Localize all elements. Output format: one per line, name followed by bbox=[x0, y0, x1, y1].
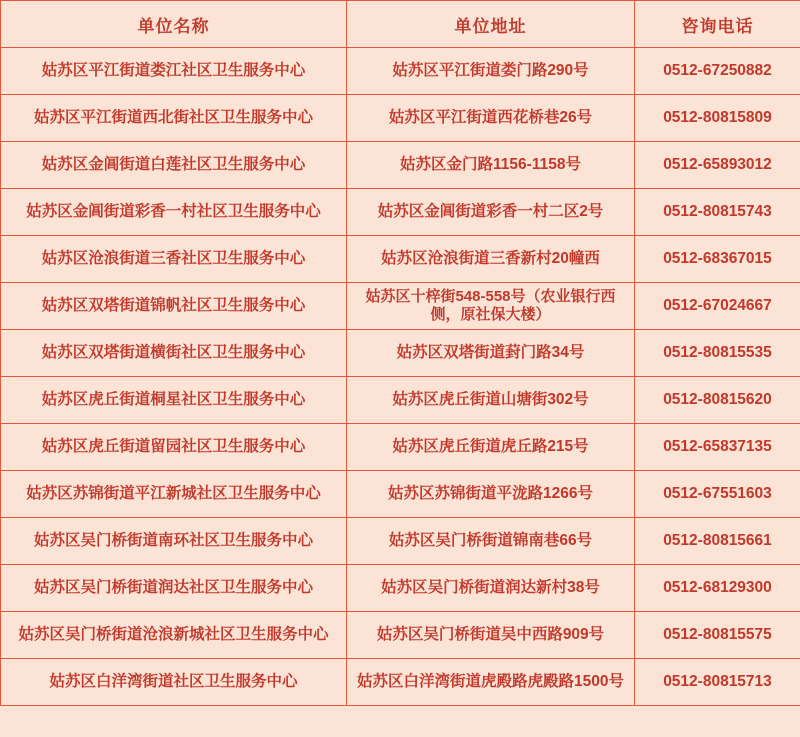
table-row bbox=[1, 236, 800, 283]
cell-name: 姑苏区苏锦街道平江新城社区卫生服务中心 bbox=[1, 471, 347, 518]
cell-phone: 0512-80815713 bbox=[635, 659, 800, 706]
cell-address: 姑苏区双塔街道葑门路34号 bbox=[347, 330, 635, 377]
cell-address: 姑苏区白洋湾街道虎殿路虎殿路1500号 bbox=[347, 659, 635, 706]
cell-phone: 0512-80815661 bbox=[635, 518, 800, 565]
cell-phone: 0512-65893012 bbox=[635, 142, 800, 189]
column-header-phone: 咨询电话 bbox=[635, 1, 800, 48]
cell-address: 姑苏区平江街道娄门路290号 bbox=[347, 48, 635, 95]
cell-name: 姑苏区金阊街道彩香一村社区卫生服务中心 bbox=[1, 189, 347, 236]
cell-phone: 0512-67551603 bbox=[635, 471, 800, 518]
cell-address: 姑苏区金门路1156-1158号 bbox=[347, 142, 635, 189]
cell-address: 姑苏区虎丘街道虎丘路215号 bbox=[347, 424, 635, 471]
cell-name: 姑苏区双塔街道横街社区卫生服务中心 bbox=[1, 330, 347, 377]
cell-address: 姑苏区十梓街548-558号（农业银行西侧，原社保大楼） bbox=[347, 283, 635, 330]
cell-name: 姑苏区吴门桥街道润达社区卫生服务中心 bbox=[1, 565, 347, 612]
table-header bbox=[1, 1, 800, 48]
table-row bbox=[1, 659, 800, 706]
cell-phone: 0512-80815809 bbox=[635, 95, 800, 142]
cell-address: 姑苏区吴门桥街道锦南巷66号 bbox=[347, 518, 635, 565]
cell-name: 姑苏区平江街道西北街社区卫生服务中心 bbox=[1, 95, 347, 142]
cell-address: 姑苏区苏锦街道平泷路1266号 bbox=[347, 471, 635, 518]
cell-address: 姑苏区金阊街道彩香一村二区2号 bbox=[347, 189, 635, 236]
cell-name: 姑苏区双塔街道锦帆社区卫生服务中心 bbox=[1, 283, 347, 330]
table-row bbox=[1, 283, 800, 330]
table-row bbox=[1, 330, 800, 377]
table-header-row bbox=[1, 1, 800, 48]
cell-phone: 0512-80815575 bbox=[635, 612, 800, 659]
cell-phone: 0512-65837135 bbox=[635, 424, 800, 471]
cell-name: 姑苏区白洋湾街道社区卫生服务中心 bbox=[1, 659, 347, 706]
cell-name: 姑苏区金阊街道白莲社区卫生服务中心 bbox=[1, 142, 347, 189]
table-row bbox=[1, 612, 800, 659]
cell-phone: 0512-67250882 bbox=[635, 48, 800, 95]
table-row bbox=[1, 95, 800, 142]
cell-address: 姑苏区吴门桥街道吴中西路909号 bbox=[347, 612, 635, 659]
cell-address: 姑苏区平江街道西花桥巷26号 bbox=[347, 95, 635, 142]
cell-name: 姑苏区平江街道娄江社区卫生服务中心 bbox=[1, 48, 347, 95]
cell-address: 姑苏区沧浪街道三香新村20幢西 bbox=[347, 236, 635, 283]
cell-phone: 0512-68367015 bbox=[635, 236, 800, 283]
cell-phone: 0512-68129300 bbox=[635, 565, 800, 612]
table-row bbox=[1, 377, 800, 424]
cell-name: 姑苏区沧浪街道三香社区卫生服务中心 bbox=[1, 236, 347, 283]
cell-phone: 0512-80815535 bbox=[635, 330, 800, 377]
table-row bbox=[1, 48, 800, 95]
cell-name: 姑苏区吴门桥街道南环社区卫生服务中心 bbox=[1, 518, 347, 565]
table-row bbox=[1, 424, 800, 471]
cell-phone: 0512-67024667 bbox=[635, 283, 800, 330]
table-body bbox=[1, 48, 800, 706]
column-header-name: 单位名称 bbox=[1, 1, 347, 48]
cell-address: 姑苏区吴门桥街道润达新村38号 bbox=[347, 565, 635, 612]
cell-phone: 0512-80815620 bbox=[635, 377, 800, 424]
cell-name: 姑苏区吴门桥街道沧浪新城社区卫生服务中心 bbox=[1, 612, 347, 659]
table-row bbox=[1, 471, 800, 518]
cell-phone: 0512-80815743 bbox=[635, 189, 800, 236]
column-header-address: 单位地址 bbox=[347, 1, 635, 48]
table-row bbox=[1, 565, 800, 612]
table-row bbox=[1, 518, 800, 565]
cell-name: 姑苏区虎丘街道桐星社区卫生服务中心 bbox=[1, 377, 347, 424]
table-row bbox=[1, 189, 800, 236]
cell-name: 姑苏区虎丘街道留园社区卫生服务中心 bbox=[1, 424, 347, 471]
cell-address: 姑苏区虎丘街道山塘街302号 bbox=[347, 377, 635, 424]
table-row bbox=[1, 142, 800, 189]
